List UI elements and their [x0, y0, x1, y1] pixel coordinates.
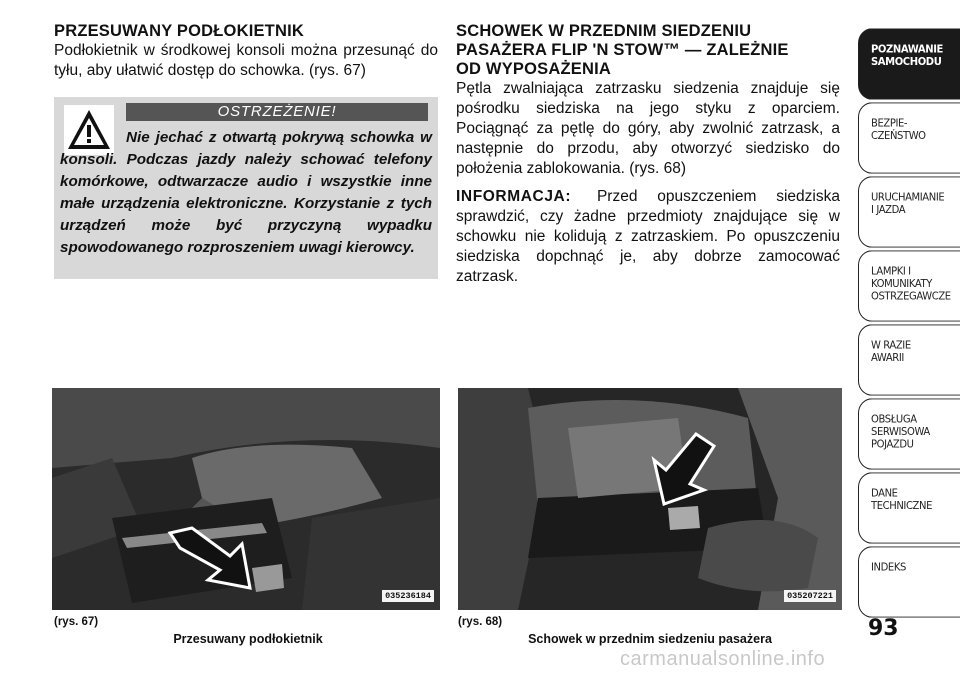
storage-paragraph: Pętla zwalniająca zatrzasku siedzenia znajduje się pośrodku siedziska na jego styku z oparciem. Pociągnąć za pętlę do góry, aby zwolnić zatrzask, a następnie do przodu, aby otworzyć siedzisko do położenia zablokowania. (rys. 68): [456, 80, 840, 177]
tab-label: SERWISOWA: [871, 426, 930, 439]
page-number: 93: [868, 616, 899, 641]
info-paragraph: [456, 187, 840, 287]
tab-label: POZNAWANIE: [871, 44, 943, 56]
tab-label: W RAZIE: [871, 340, 911, 352]
warning-box: [54, 97, 438, 279]
section-heading-storage: [456, 22, 840, 79]
tab-poznawanie-samochodu[interactable]: [858, 28, 960, 99]
tab-label: INDEKS: [871, 562, 906, 574]
figure-68-photo: [458, 388, 842, 610]
tab-label: POJAZDU: [871, 439, 914, 451]
figure-code: 035236184: [382, 590, 434, 602]
tab-indeks[interactable]: [858, 546, 960, 617]
tab-label: KOMUNIKATY: [871, 278, 932, 291]
figure-68-caption: Schowek w przednim siedzeniu pasażera: [528, 632, 772, 646]
heading-line: OD WYPOSAŻENIA: [456, 60, 611, 78]
tab-label: DANE: [871, 488, 898, 500]
tab-label: CZEŃSTWO: [871, 130, 926, 143]
info-label: INFORMACJA:: [456, 188, 572, 205]
figure-67-number: (rys. 67): [54, 616, 99, 628]
tab-label: OSTRZEGAWCZE: [871, 291, 951, 303]
tab-label: SAMOCHODU: [871, 56, 942, 69]
figure-67-photo: [52, 388, 440, 610]
tab-label: AWARII: [871, 352, 904, 365]
watermark: carmanualsonline.info: [620, 648, 826, 670]
warning-title: OSTRZEŻENIE!: [126, 103, 428, 121]
info-text: Przed opuszczeniem siedziska sprawdzić, czy żadne przedmioty znajdujące się w schowku nie kolidują z zatrzaskiem. Po opuszczeniu siedziska dopchnąć je, aby dobrze zamocować zatrzask.: [456, 188, 840, 285]
tab-label: LAMPKI I: [871, 266, 911, 278]
tab-obsluga-serwisowa[interactable]: [858, 398, 960, 469]
tab-label: OBSŁUGA: [871, 414, 917, 426]
figure-code: 035207221: [784, 590, 836, 602]
warning-text: Nie jechać z otwartą pokrywą schowka w konsoli. Podczas jazdy należy schować telefony komórkowe, odtwarzacze audio i wszystkie inne małe urządzenia elektroniczne. Korzystanie z tych urządzeń może być przyczyną wypadku spowodowanego rozproszeniem uwagi kierowcy.: [60, 129, 432, 256]
tab-label: I JAZDA: [871, 204, 906, 217]
figure-67-caption: Przesuwany podłokietnik: [173, 632, 323, 646]
pointer-arrow-icon: [52, 388, 440, 610]
armrest-paragraph: Podłokietnik w środkowej konsoli można przesunąć do tyłu, aby ułatwić dostęp do schowka. (rys. 67): [54, 42, 438, 79]
figure-68-number: (rys. 68): [458, 616, 503, 628]
tab-bezpieczenstwo[interactable]: [858, 102, 960, 173]
section-heading-armrest: PRZESUWANY PODŁOKIETNIK: [54, 22, 304, 40]
tab-w-razie-awarii[interactable]: [858, 324, 960, 395]
chapter-tabs: [858, 30, 960, 622]
tab-dane-techniczne[interactable]: [858, 472, 960, 543]
tab-lampki-komunikaty[interactable]: [858, 250, 960, 321]
right-column: [456, 22, 840, 287]
heading-line: PASAŻERA FLIP 'N STOW™ — ZALEŻNIE: [456, 41, 789, 59]
left-column: [54, 22, 438, 81]
tab-label: TECHNICZNE: [871, 500, 932, 513]
pointer-arrow-icon: [458, 388, 842, 610]
tab-label: BEZPIE-: [871, 118, 908, 130]
heading-line: SCHOWEK W PRZEDNIM SIEDZENIU: [456, 22, 752, 40]
tab-label: URUCHAMIANIE: [871, 192, 945, 204]
tab-uruchamianie-i-jazda[interactable]: [858, 176, 960, 247]
